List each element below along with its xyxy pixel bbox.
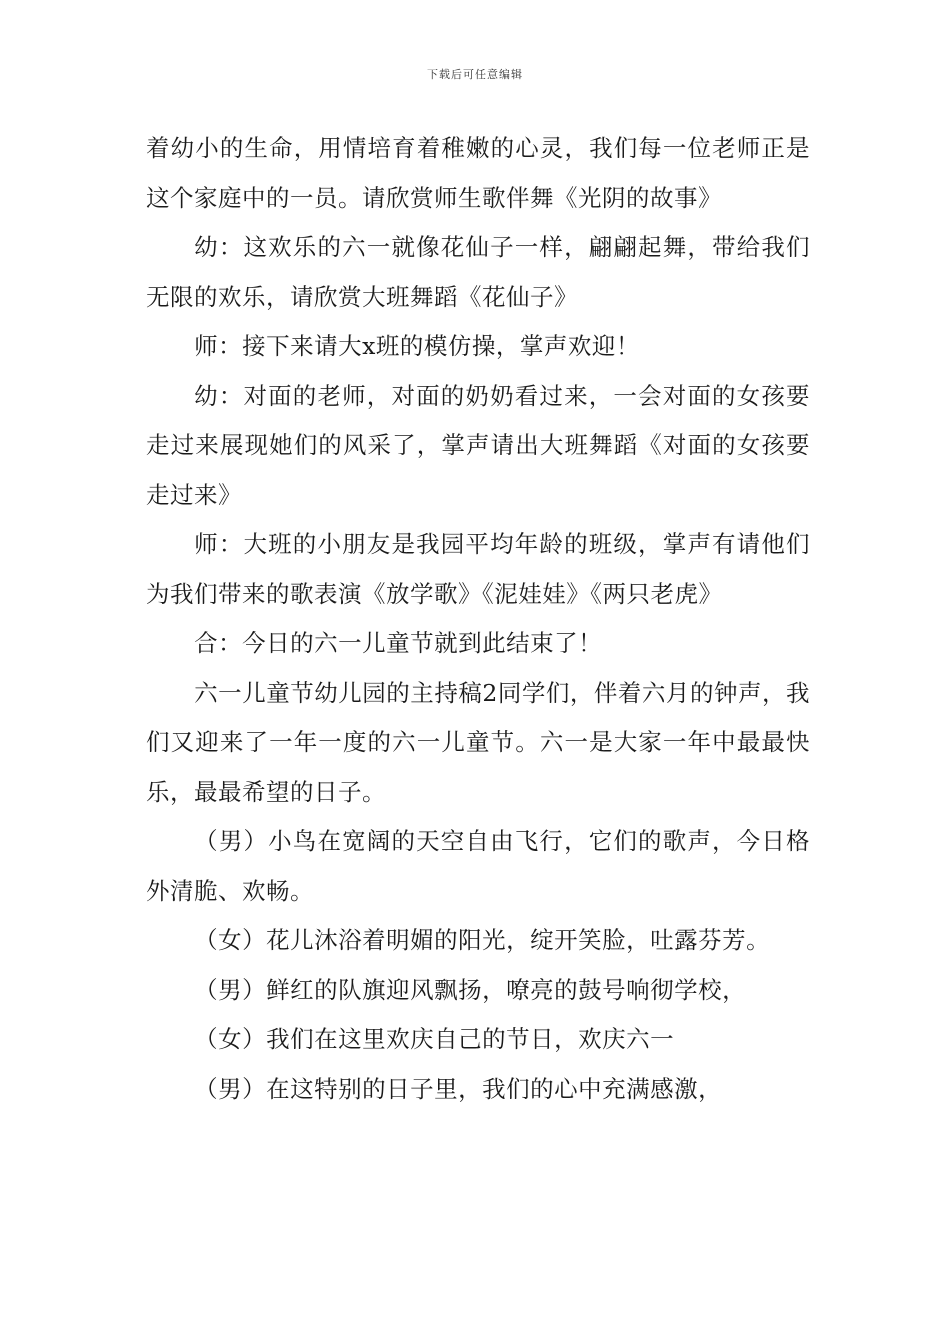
- document-body: [146, 124, 810, 1114]
- paragraph: （女）花儿沐浴着明媚的阳光，绽开笑脸，吐露芬芳。: [194, 926, 771, 954]
- paragraph: 师：接下来请大x班的模仿操，掌声欢迎！: [194, 332, 640, 360]
- paragraph: 着幼小的生命，用情培育着稚嫩的心灵，我们每一位老师正是这个家庭中的一员。请欣赏师生歌伴舞《光阴的故事》: [146, 134, 810, 212]
- paragraph: 幼：对面的老师，对面的奶奶看过来，一会对面的女孩要走过来展现她们的风采了，掌声请出大班舞蹈《对面的女孩要走过来》: [146, 381, 810, 509]
- paragraph: 合：今日的六一儿童节就到此结束了！: [194, 629, 603, 657]
- paragraph: 六一儿童节幼儿园的主持稿2同学们，伴着六月的钟声，我们又迎来了一年一度的六一儿童节。六一是大家一年中最最快乐，最最希望的日子。: [146, 678, 810, 806]
- paragraph: （男）小鸟在宽阔的天空自由飞行，它们的歌声，今日格外清脆、欢畅。: [146, 827, 810, 905]
- paragraph: （女）我们在这里欢庆自己的节日，欢庆六一: [194, 1025, 675, 1053]
- paragraph: （男）鲜红的队旗迎风飘扬，嘹亮的鼓号响彻学校，: [194, 975, 747, 1004]
- paragraph: （男）在这特别的日子里，我们的心中充满感激，: [194, 1074, 723, 1103]
- page-header: 下载后可任意编辑: [427, 68, 523, 81]
- paragraph: 幼：这欢乐的六一就像花仙子一样，翩翩起舞，带给我们无限的欢乐，请欣赏大班舞蹈《花仙子》: [146, 233, 810, 311]
- paragraph: 师：大班的小朋友是我园平均年龄的班级，掌声有请他们为我们带来的歌表演《放学歌》《泥娃娃》《两只老虎》: [146, 530, 810, 608]
